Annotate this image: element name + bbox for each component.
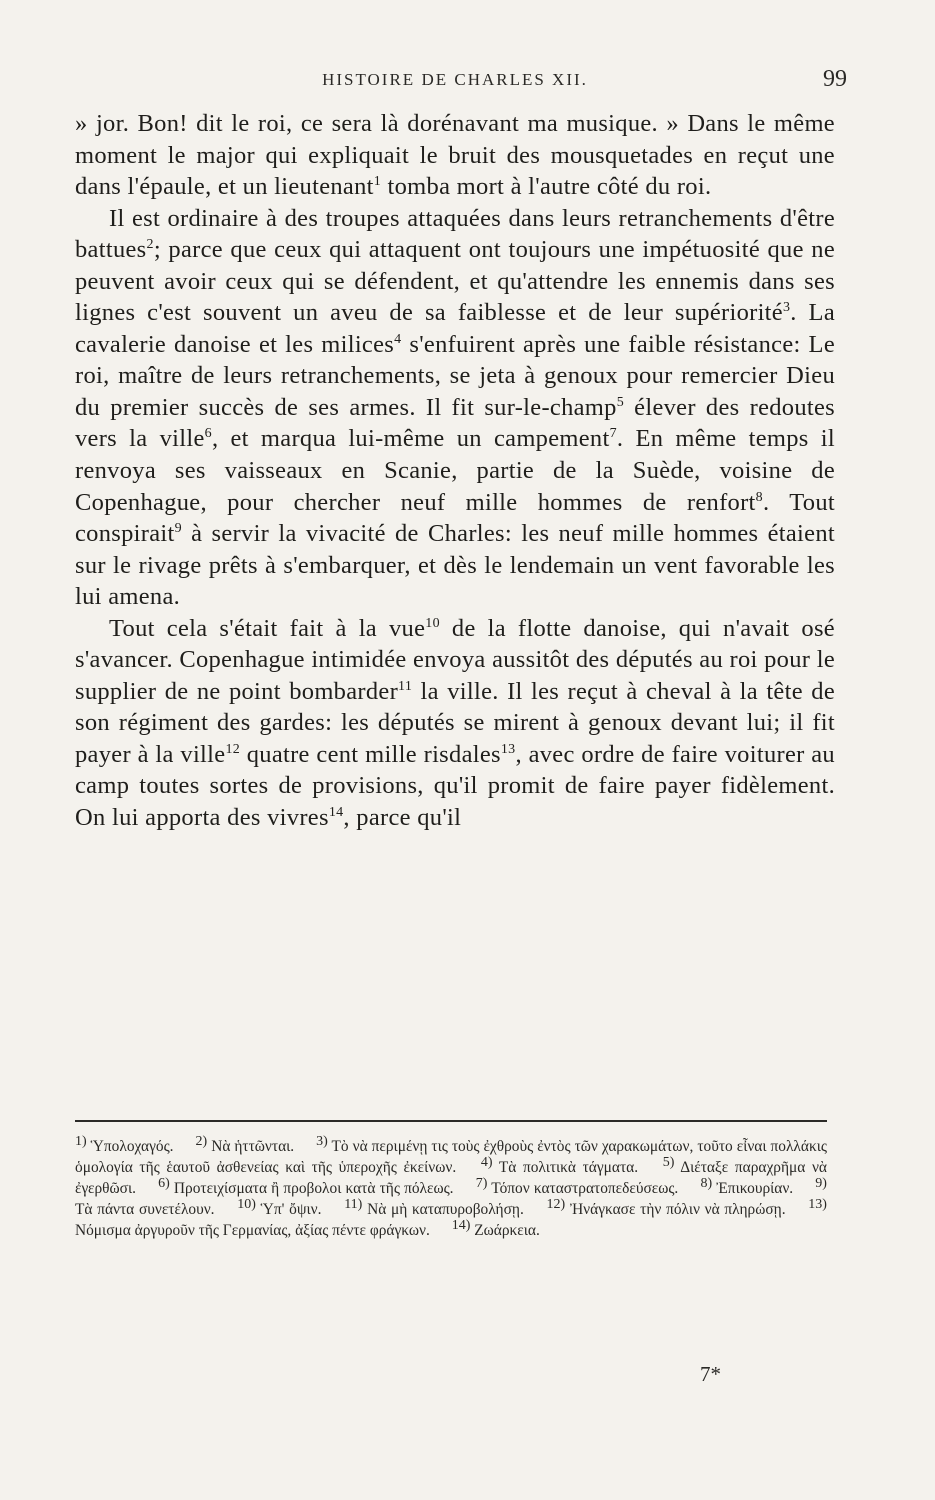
footnote-text: Ζωάρκεια. <box>474 1222 540 1239</box>
footnote-text: Ἐπικουρίαν. <box>716 1180 794 1197</box>
footnote-number: 13) <box>808 1196 827 1212</box>
text-run: , et marqua lui-même un campement <box>211 425 610 453</box>
running-head <box>75 62 847 102</box>
text-run: , parce qu'il <box>343 804 462 832</box>
paragraph-1 <box>75 108 835 203</box>
text-run: Tout cela s'était fait à la vue <box>109 614 426 642</box>
footnote-8 <box>700 1175 794 1197</box>
text-run: . La cavalerie danoise et les milices <box>75 299 835 358</box>
footnote-ref: 13 <box>500 741 516 757</box>
page-number: 99 <box>823 66 847 92</box>
footnote-text: Τὰ πολιτικὰ τάγματα. <box>498 1159 639 1176</box>
footnote-11 <box>344 1196 524 1218</box>
footnote-text: Τὸ νὰ περιμένῃ τις τοὺς ἐχθροὺς ἐντὸς τῶν χαρακωμάτων, τοῦτο εἶναι πολλάκις ὁμολογία τῆς ἑαυτοῦ ἀσθενείας καὶ τῆς ὑπεροχῆς ἐκείνων. <box>75 1138 827 1176</box>
footnote-ref: 5 <box>616 394 625 410</box>
text-run: . En même temps il renvoya ses vaisseaux en Scanie, partie de la Suède, voisine de Copenhague, pour chercher neuf mille hommes de renfort <box>75 425 835 516</box>
text-run: quatre cent mille risdales <box>240 740 501 768</box>
footnote-number: 6) <box>158 1175 170 1191</box>
footnote-ref: 4 <box>394 331 402 347</box>
footnote-divider <box>75 1120 827 1122</box>
running-title: HISTOIRE DE CHARLES XII. <box>322 70 588 89</box>
footnote-6 <box>158 1175 454 1197</box>
text-run: la ville. Il les reçut à cheval à la tête de son régiment des gardes: les députés se mirent à genoux devant lui; il fit payer à la ville <box>75 677 836 768</box>
footnote-number: 14) <box>451 1217 471 1233</box>
text-run: de la flotte danoise, qui n'avait osé s'avancer. Copenhague intimidée envoya aussitôt des députés au roi pour le supplier de ne point bombarder <box>75 614 835 705</box>
footnote-ref: 9 <box>174 520 182 536</box>
footnote-ref: 1 <box>373 173 382 189</box>
footnote-ref: 8 <box>755 489 763 505</box>
footnote-number: 10) <box>237 1196 256 1212</box>
footnotes <box>75 1133 827 1241</box>
footnote-text: Ἠνάγκασε τὴν πόλιν νὰ πληρώσῃ. <box>569 1201 786 1218</box>
text-run: » jor. Bon! dit le roi, ce sera là dorénavant ma musique. » Dans le même moment le major qui expliquait le bruit des mousquetades en reçut une dans l'épaule, et un lieutenant <box>75 110 835 201</box>
footnote-14 <box>451 1217 540 1239</box>
footnote-ref: 14 <box>328 804 344 820</box>
footnote-4 <box>480 1154 639 1176</box>
footnote-ref: 3 <box>782 300 791 316</box>
footnote-2 <box>195 1133 295 1155</box>
text-run: tomba mort à l'autre côté du roi. <box>381 173 712 201</box>
footnote-text: Διέταξε παραχρῆμα νὰ ἐγερθῶσι. <box>75 1159 827 1197</box>
footnote-ref: 11 <box>398 678 413 694</box>
footnote-number: 1) <box>75 1133 87 1149</box>
text-run: Il est ordinaire à des troupes attaquées dans leurs retranchements d'être battues <box>75 204 835 264</box>
footnote-10 <box>237 1196 322 1218</box>
footnote-text: Τὰ πάντα συνετέλουν. <box>75 1201 215 1218</box>
footnote-text: Ὑπολοχαγός. <box>90 1138 174 1155</box>
footnote-text: Νὰ ἡττῶνται. <box>211 1138 295 1155</box>
signature-mark: 7* <box>700 1362 721 1386</box>
footnote-text: Ὑπ' ὄψιν. <box>260 1201 322 1218</box>
text-run: . Tout conspirait <box>75 488 836 548</box>
footnote-number: 7) <box>475 1175 488 1191</box>
footnote-ref: 10 <box>425 615 440 631</box>
text-run: , avec ordre de faire voiturer au camp toutes sortes de provisions, qu'il promit de faire payer fidèlement. On lui apporta des vivres <box>75 740 835 832</box>
footnote-12 <box>546 1196 786 1218</box>
footnote-number: 9) <box>815 1175 827 1191</box>
footnote-number: 4) <box>480 1154 493 1170</box>
footnote-ref: 6 <box>204 426 212 442</box>
footnote-number: 5) <box>662 1154 675 1170</box>
main-text <box>75 108 835 834</box>
text-run: élever des redoutes vers la ville <box>75 393 836 453</box>
footnote-ref: 12 <box>225 741 241 757</box>
text-run: s'enfuirent après une faible résistance: Le roi, maître de leurs retranchements, se jeta à genoux pour remercier Dieu du premier succès de ses armes. Il fit sur-le-champ <box>75 330 835 421</box>
text-run: à servir la vivacité de Charles: les neuf mille hommes étaient sur le rivage prêts à s'embarquer, et dès le lendemain un vent favorable les lui amena. <box>75 520 835 611</box>
footnote-number: 11) <box>344 1196 363 1212</box>
footnote-number: 12) <box>546 1196 566 1212</box>
footnote-text: Τόπον καταστρατοπεδεύσεως. <box>491 1180 679 1197</box>
footnote-text: Προτειχίσματα ἢ προβολοι κατὰ τῆς πόλεως. <box>173 1180 454 1197</box>
text-run: ; parce que ceux qui attaquent ont toujours une impétuosité que ne peuvent avoir ceux qui se défendent, et qu'attendre les ennemis dans ses lignes c'est souvent un aveu de sa faiblesse et de leur supériorité <box>75 236 835 327</box>
paragraph-3 <box>75 613 835 834</box>
footnote-number: 3) <box>316 1133 328 1149</box>
footnote-text: Νόμισμα ἀργυροῦν τῆς Γερμανίας, ἀξίας πέντε φράγκων. <box>75 1222 430 1239</box>
footnote-1 <box>75 1133 174 1155</box>
footnote-ref: 7 <box>609 426 617 442</box>
footnote-ref: 2 <box>146 237 154 253</box>
footnote-number: 8) <box>700 1175 713 1191</box>
footnote-block <box>75 1133 827 1241</box>
footnote-text: Νὰ μὴ καταπυροβολήσῃ. <box>367 1201 524 1218</box>
footnote-number: 2) <box>195 1133 208 1149</box>
footnote-7 <box>475 1175 679 1197</box>
paragraph-2 <box>75 203 835 613</box>
